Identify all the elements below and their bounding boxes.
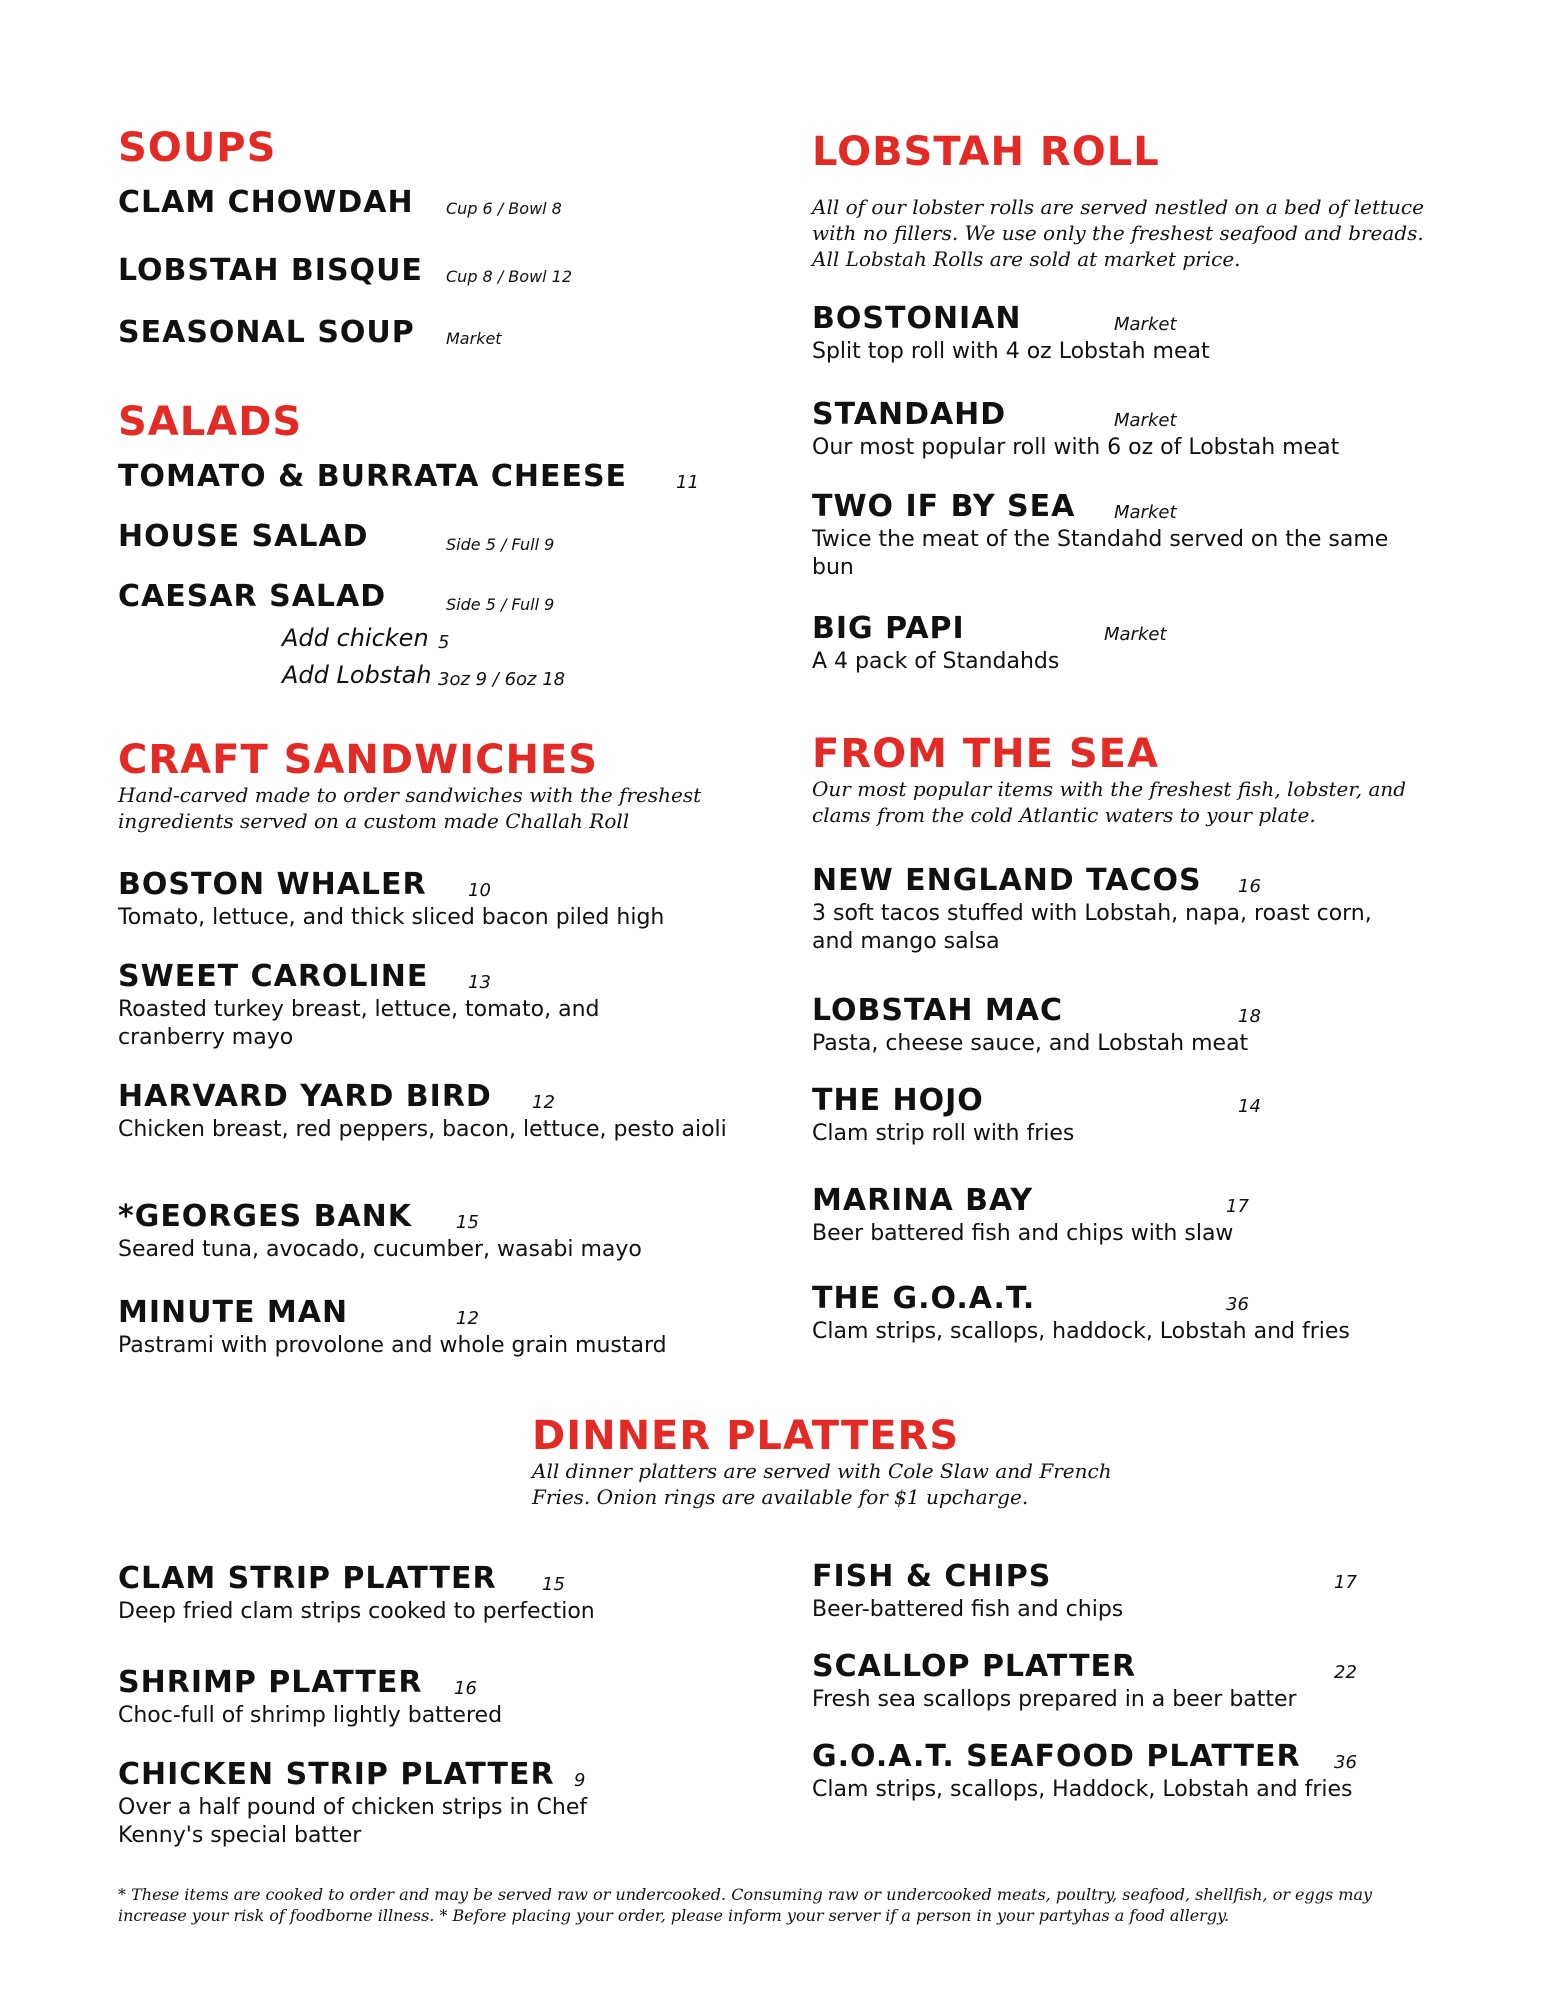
menu-item-price: 16 — [1238, 876, 1261, 897]
menu-item-name: THE HOJO — [812, 1083, 984, 1118]
menu-item-desc: Clam strip roll with fries — [812, 1121, 1075, 1146]
sandwiches-intro: Hand-carved made to order sandwiches with the freshest ingredients served on a custom made Challah Roll — [118, 783, 702, 833]
menu-item-price: Market — [1114, 314, 1177, 335]
menu-item-desc: Chicken breast, red peppers, bacon, lettuce, pesto aioli — [118, 1117, 727, 1142]
soups-heading: SOUPS — [118, 125, 277, 171]
menu-item-name: BOSTON WHALER — [118, 867, 427, 902]
menu-item-price: Cup 8 / Bowl 12 — [446, 267, 573, 286]
lobstah-roll-heading: LOBSTAH ROLL — [812, 129, 1160, 175]
menu-item-name: THE G.O.A.T. — [812, 1281, 1036, 1316]
menu-item-desc: Pasta, cheese sauce, and Lobstah meat — [812, 1031, 1249, 1056]
menu-item-price: Side 5 / Full 9 — [446, 535, 555, 554]
menu-item-desc: A 4 pack of Standahds — [812, 649, 1060, 674]
menu-item-name: BOSTONIAN — [812, 301, 1022, 336]
menu-item-desc: Clam strips, scallops, haddock, Lobstah and fries — [812, 1319, 1350, 1344]
menu-item-price: 36 — [1226, 1294, 1249, 1315]
menu-item-desc: Our most popular roll with 6 oz of Lobstah meat — [812, 435, 1340, 460]
menu-item-name: TOMATO & BURRATA CHEESE — [118, 459, 628, 494]
menu-item-name: SWEET CAROLINE — [118, 959, 429, 994]
menu-item-name: TWO IF BY SEA — [812, 489, 1076, 524]
menu-item-desc: Tomato, lettuce, and thick sliced bacon piled high — [118, 905, 665, 930]
menu-item-name: CLAM CHOWDAH — [118, 185, 414, 220]
menu-item-name: MARINA BAY — [812, 1183, 1034, 1218]
menu-item-price: 13 — [468, 972, 491, 993]
menu-item-price: 15 — [456, 1212, 479, 1233]
menu-item-desc: Clam strips, scallops, Haddock, Lobstah and fries — [812, 1777, 1353, 1802]
menu-item-desc: Pastrami with provolone and whole grain mustard — [118, 1333, 667, 1358]
menu-item-name: HARVARD YARD BIRD — [118, 1079, 492, 1114]
menu-item-price: 22 — [1334, 1662, 1357, 1683]
menu-item-name: STANDAHD — [812, 397, 1007, 432]
menu-item-desc: Fresh sea scallops prepared in a beer batter — [812, 1687, 1297, 1712]
menu-item-desc: Seared tuna, avocado, cucumber, wasabi mayo — [118, 1237, 642, 1262]
menu-item-name: CHICKEN STRIP PLATTER — [118, 1757, 555, 1792]
menu-item-name: SEASONAL SOUP — [118, 315, 415, 350]
lobstah-roll-intro: All of our lobster rolls are served nestled on a bed of lettuce with no fillers. We use only the freshest seafood and breads. All Lobstah Rolls are sold at market price. — [812, 195, 1424, 271]
menu-item-name: SCALLOP PLATTER — [812, 1649, 1137, 1684]
menu-item-price: 36 — [1334, 1752, 1357, 1773]
menu-item-name: *GEORGES BANK — [118, 1199, 413, 1234]
menu-item-price: Market — [1114, 410, 1177, 431]
menu-item-desc: Beer-battered fish and chips — [812, 1597, 1124, 1622]
menu-item-name: CLAM STRIP PLATTER — [118, 1561, 497, 1596]
menu-item-name: BIG PAPI — [812, 611, 965, 646]
menu-item-price: 14 — [1238, 1096, 1261, 1117]
menu-item-desc: Over a half pound of chicken strips in Chef Kenny's special batter — [118, 1795, 588, 1848]
menu-item-name: G.O.A.T. SEAFOOD PLATTER — [812, 1739, 1301, 1774]
menu-item-price: 18 — [1238, 1006, 1261, 1027]
menu-item-price: 16 — [454, 1678, 477, 1699]
menu-item-name: FISH & CHIPS — [812, 1559, 1052, 1594]
dinner-platters-intro: All dinner platters are served with Cole Slaw and French Fries. Onion rings are available for $1 upcharge. — [532, 1459, 1112, 1509]
menu-item-price: Market — [1114, 502, 1177, 523]
menu-item-price: 12 — [532, 1092, 555, 1113]
from-the-sea-heading: FROM THE SEA — [812, 731, 1159, 777]
menu-item-desc: Choc-full of shrimp lightly battered — [118, 1703, 503, 1728]
menu-item-name: SHRIMP PLATTER — [118, 1665, 423, 1700]
menu-item-desc: Twice the meat of the Standahd served on the same bun — [812, 527, 1389, 580]
sandwiches-heading: CRAFT SANDWICHES — [118, 737, 599, 783]
menu-item-name: LOBSTAH BISQUE — [118, 253, 423, 288]
menu-item-name: LOBSTAH MAC — [812, 993, 1064, 1028]
salad-addon-price: 3oz 9 / 6oz 18 — [438, 669, 566, 690]
menu-item-price: 11 — [676, 472, 699, 493]
menu-item-desc: 3 soft tacos stuffed with Lobstah, napa, roast corn, and mango salsa — [812, 901, 1372, 954]
menu-item-desc: Beer battered fish and chips with slaw — [812, 1221, 1234, 1246]
allergy-disclaimer: * These items are cooked to order and may be served raw or undercooked. Consuming raw or undercooked meats, poultry, seafood, shellfish, or eggs may increase your risk of foodborne illness. * Before placing your order, please inform your server if a person in your partyhas a food allergy. — [118, 1885, 1373, 1925]
menu-item-name: HOUSE SALAD — [118, 519, 369, 554]
menu-item-price: 9 — [574, 1770, 586, 1791]
menu-item-desc: Roasted turkey breast, lettuce, tomato, and cranberry mayo — [118, 997, 600, 1050]
menu-item-name: MINUTE MAN — [118, 1295, 349, 1330]
dinner-platters-heading: DINNER PLATTERS — [532, 1413, 960, 1459]
menu-item-name: NEW ENGLAND TACOS — [812, 863, 1202, 898]
menu-item-price: 15 — [542, 1574, 565, 1595]
menu-item-name: CAESAR SALAD — [118, 579, 387, 614]
menu-item-price: Market — [1104, 624, 1167, 645]
menu-item-desc: Split top roll with 4 oz Lobstah meat — [812, 339, 1210, 364]
salad-addon-price: 5 — [438, 632, 450, 653]
from-the-sea-intro: Our most popular items with the freshest fish, lobster, and clams from the cold Atlantic waters to your plate. — [812, 777, 1407, 827]
menu-item-price: Market — [446, 329, 502, 348]
salad-addon-label: Add chicken — [282, 624, 429, 652]
menu-item-price: Side 5 / Full 9 — [446, 595, 555, 614]
menu-item-desc: Deep fried clam strips cooked to perfection — [118, 1599, 595, 1624]
menu-item-price: Cup 6 / Bowl 8 — [446, 199, 562, 218]
salads-heading: SALADS — [118, 399, 303, 445]
salad-addon-label: Add Lobstah — [282, 661, 432, 689]
menu-item-price: 10 — [468, 880, 491, 901]
menu-item-price: 17 — [1334, 1572, 1357, 1593]
menu-item-price: 12 — [456, 1308, 479, 1329]
menu-item-price: 17 — [1226, 1196, 1249, 1217]
